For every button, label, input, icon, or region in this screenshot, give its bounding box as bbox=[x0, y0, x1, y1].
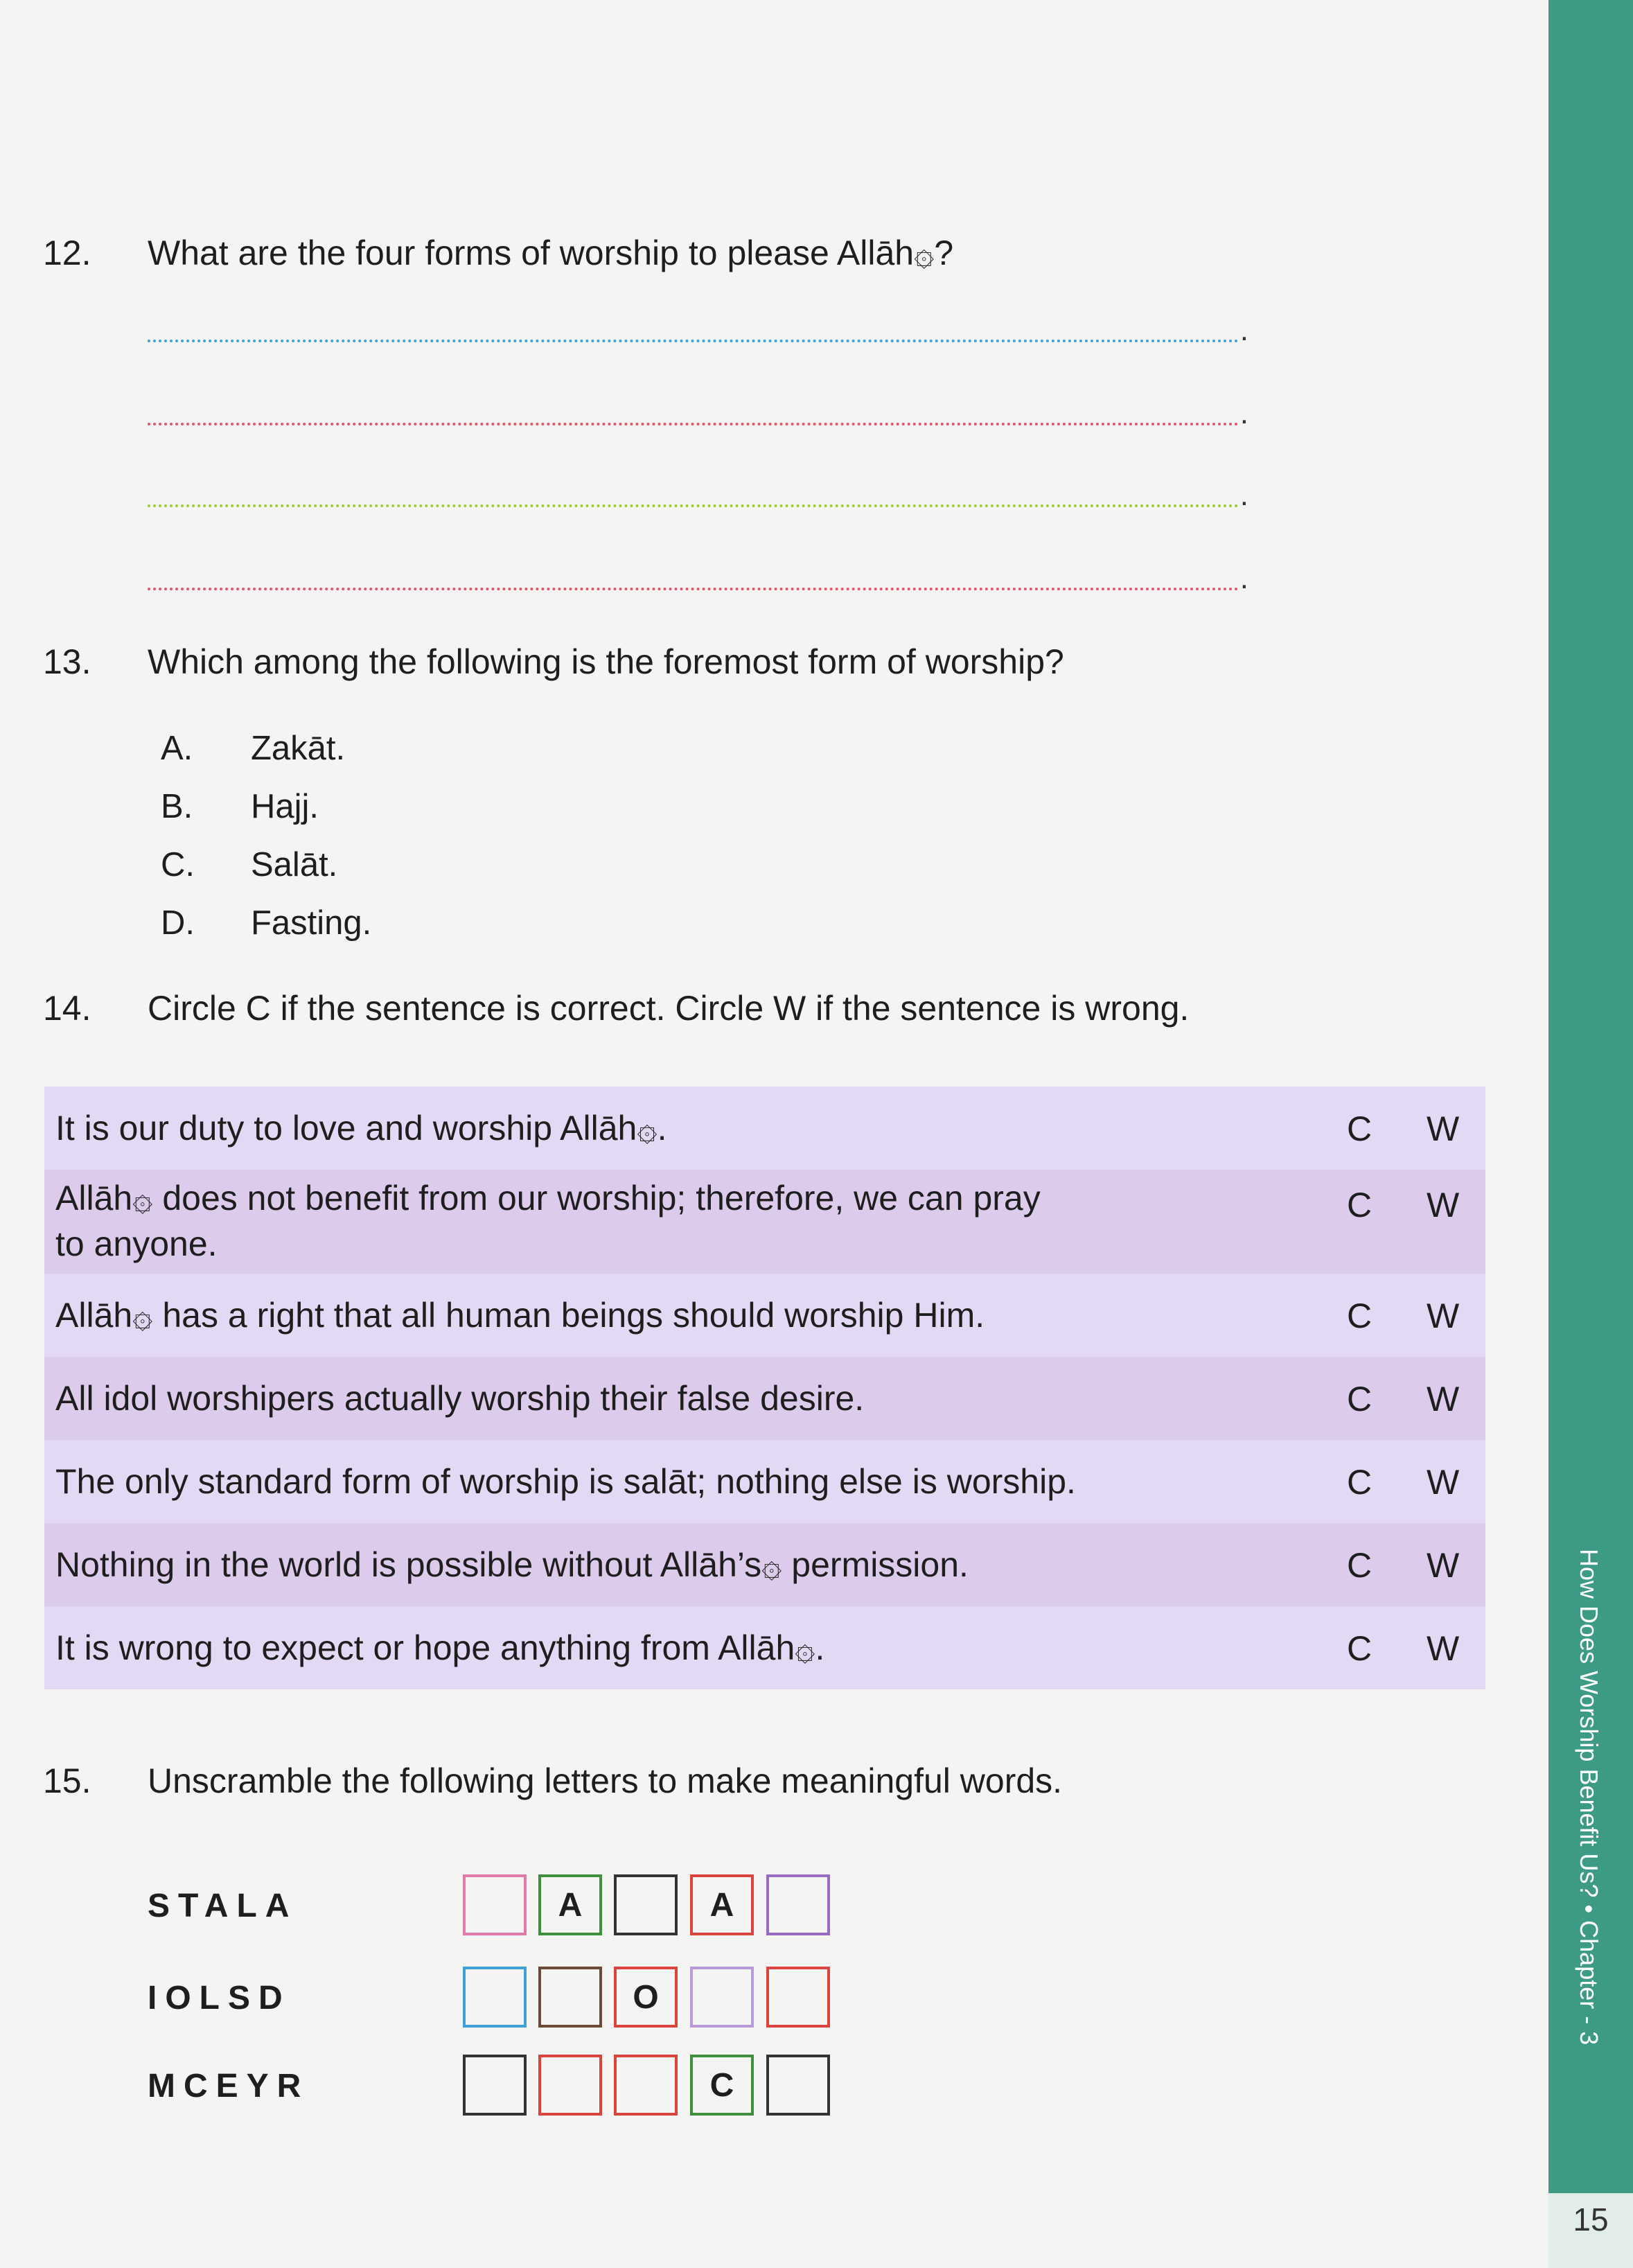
statement-text bbox=[55, 1625, 824, 1671]
page-number: 15 bbox=[1573, 2201, 1609, 2238]
question-number: 14. bbox=[43, 989, 91, 1028]
correct-choice[interactable]: C bbox=[1347, 1296, 1372, 1335]
scrambled-word: STALA bbox=[148, 1888, 298, 1924]
question-text: Which among the following is the foremost form of worship? bbox=[148, 642, 1064, 681]
option-letter: B. bbox=[161, 788, 193, 825]
statement-row bbox=[44, 1523, 1485, 1606]
statement-row bbox=[44, 1274, 1485, 1357]
question-text: What are the four forms of worship to please Allāh۞? bbox=[148, 234, 954, 272]
statement-text bbox=[55, 1375, 864, 1421]
wrong-choice[interactable]: W bbox=[1427, 1380, 1460, 1418]
statement-row bbox=[44, 1440, 1485, 1523]
question-text: Circle C if the sentence is correct. Circle W if the sentence is wrong. bbox=[148, 989, 1190, 1028]
scrambled-word: IOLSD bbox=[148, 1980, 291, 2016]
question-number: 15. bbox=[43, 1761, 91, 1800]
option-letter: C. bbox=[161, 846, 195, 884]
statement-text bbox=[55, 1105, 667, 1151]
wrong-choice[interactable]: W bbox=[1427, 1296, 1460, 1335]
statement-line: All idol worshipers actually worship their false desire. bbox=[55, 1379, 865, 1418]
statement-text bbox=[55, 1292, 985, 1338]
option-text: Salāt. bbox=[251, 846, 338, 884]
true-false-table bbox=[44, 1087, 1485, 1689]
correct-choice[interactable]: C bbox=[1347, 1186, 1372, 1224]
correct-choice[interactable]: C bbox=[1347, 1546, 1372, 1585]
question-text: Unscramble the following letters to make meaningful words. bbox=[148, 1761, 1063, 1800]
statement-line: Allāh۞ does not benefit from our worship; therefore, we can pray bbox=[55, 1179, 1041, 1217]
option-text: Fasting. bbox=[251, 904, 372, 942]
answer-line[interactable] bbox=[148, 423, 1239, 425]
option-letter: D. bbox=[161, 904, 195, 942]
answer-line[interactable] bbox=[148, 340, 1239, 342]
statement-row bbox=[44, 1357, 1485, 1440]
letter-box[interactable] bbox=[766, 1967, 830, 2028]
letter-box: C bbox=[690, 2055, 754, 2116]
statement-line: Allāh۞ has a right that all human beings should worship Him. bbox=[55, 1296, 985, 1335]
letter-box: A bbox=[538, 1874, 602, 1935]
wrong-choice[interactable]: W bbox=[1427, 1546, 1460, 1585]
letter-box: A bbox=[690, 1874, 754, 1935]
letter-box[interactable] bbox=[766, 2055, 830, 2116]
letter-box[interactable] bbox=[690, 1967, 754, 2028]
statement-line: to anyone. bbox=[55, 1224, 218, 1263]
correct-choice[interactable]: C bbox=[1347, 1463, 1372, 1502]
option-letter: A. bbox=[161, 730, 193, 767]
answer-line[interactable] bbox=[148, 588, 1239, 590]
wrong-choice[interactable]: W bbox=[1427, 1109, 1460, 1148]
letter-box[interactable] bbox=[463, 2055, 527, 2116]
statement-row bbox=[44, 1606, 1485, 1689]
letter-box[interactable] bbox=[614, 2055, 678, 2116]
statement-line: The only standard form of worship is salāt; nothing else is worship. bbox=[55, 1462, 1076, 1501]
correct-choice[interactable]: C bbox=[1347, 1109, 1372, 1148]
letter-box[interactable] bbox=[538, 2055, 602, 2116]
sidebar-label-text: How Does Worship Benefit Us? • Chapter - 3 bbox=[1575, 1549, 1603, 2046]
letter-box[interactable] bbox=[538, 1967, 602, 2028]
statement-row bbox=[44, 1087, 1485, 1170]
statement-text bbox=[55, 1542, 969, 1588]
letter-box[interactable] bbox=[463, 1874, 527, 1935]
answer-line[interactable] bbox=[148, 504, 1239, 507]
letter-box: O bbox=[614, 1967, 678, 2028]
letter-box[interactable] bbox=[614, 1874, 678, 1935]
letter-box[interactable] bbox=[463, 1967, 527, 2028]
option-text: Zakāt. bbox=[251, 730, 346, 767]
scrambled-word: MCEYR bbox=[148, 2068, 310, 2104]
wrong-choice[interactable]: W bbox=[1427, 1629, 1460, 1668]
question-number: 12. bbox=[43, 234, 91, 272]
statement-line: Nothing in the world is possible without Allāh’s۞ permission. bbox=[55, 1545, 969, 1584]
correct-choice[interactable]: C bbox=[1347, 1380, 1372, 1418]
statement-text bbox=[55, 1175, 1041, 1267]
correct-choice[interactable]: C bbox=[1347, 1629, 1372, 1668]
question-number: 13. bbox=[43, 642, 91, 681]
statement-text bbox=[55, 1459, 1076, 1504]
wrong-choice[interactable]: W bbox=[1427, 1463, 1460, 1502]
wrong-choice[interactable]: W bbox=[1427, 1186, 1460, 1224]
option-text: Hajj. bbox=[251, 788, 319, 825]
statement-row bbox=[44, 1170, 1485, 1274]
statement-line: It is wrong to expect or hope anything from Allāh۞. bbox=[55, 1628, 825, 1667]
letter-box[interactable] bbox=[766, 1874, 830, 1935]
statement-line: It is our duty to love and worship Allāh۞. bbox=[55, 1109, 667, 1148]
